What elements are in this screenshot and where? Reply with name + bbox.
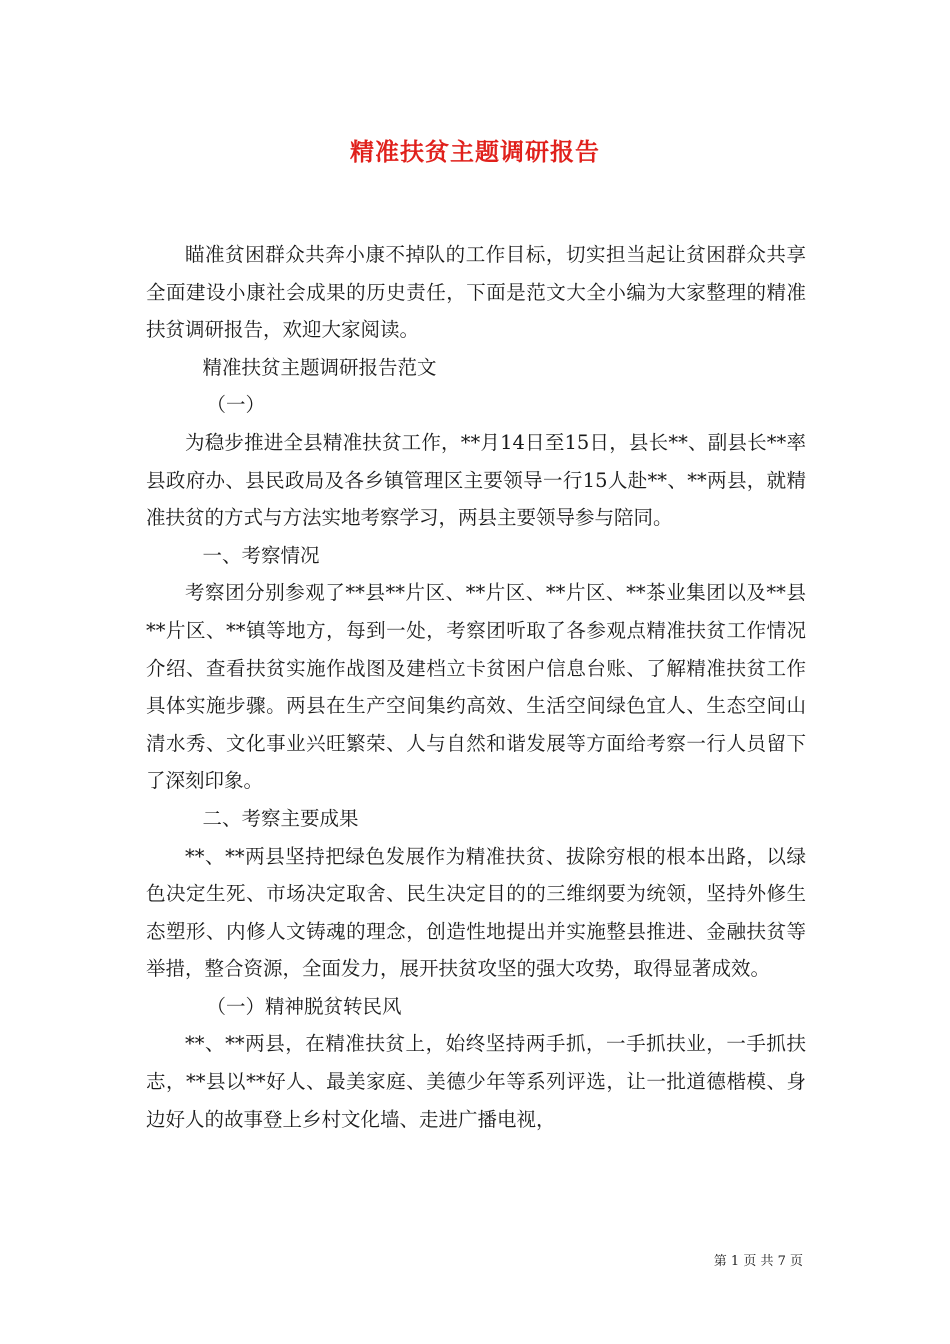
- section-heading: 二、考察主要成果: [202, 806, 359, 830]
- section-heading: 精准扶贫主题调研报告范文: [202, 355, 437, 379]
- section-subheading: （一）: [206, 393, 265, 417]
- paragraph: **、**两县坚持把绿色发展作为精准扶贫、拔除穷根的根本出路，以绿色决定生死、市场决定取舍、民生决定目的的三维纲要为统领，坚持外修生态塑形、内修人文铸魂的理念，创造性地提出并实施整县推进、金融扶贫等举措，整合资源，全面发力，展开扶贫攻坚的强大攻势，取得显著成效。: [146, 844, 806, 981]
- paragraph: 瞄准贫困群众共奔小康不掉队的工作目标，切实担当起让贫困群众共享全面建设小康社会成果的历史责任，下面是范文大全小编为大家整理的精准扶贫调研报告，欢迎大家阅读。: [146, 243, 806, 342]
- section-subheading: （一）精神脱贫转民风: [206, 994, 402, 1018]
- document-title: 精准扶贫主题调研报告: [350, 137, 600, 166]
- paragraph: 考察团分别参观了**县**片区、**片区、**片区、**茶业集团以及**县**片区、**镇等地方，每到一处，考察团听取了各参观点精准扶贫工作情况介绍、查看扶贫实施作战图及建档立卡贫困户信息台账、了解精准扶贫工作具体实施步骤。两县在生产空间集约高效、生活空间绿色宜人、生态空间山清水秀、文化事业兴旺繁荣、人与自然和谐发展等方面给考察一行人员留下了深刻印象。: [146, 581, 806, 793]
- document-body: [146, 236, 806, 1138]
- page-number-footer: 第 1 页 共 7 页: [713, 1254, 803, 1269]
- paragraph: 为稳步推进全县精准扶贫工作，**月14日至15日，县长**、副县长**率县政府办、县民政局及各乡镇管理区主要领导一行15人赴**、**两县，就精准扶贫的方式与方法实地考察学习，两县主要领导参与陪同。: [146, 430, 806, 530]
- section-heading: 一、考察情况: [202, 543, 320, 567]
- paragraph: **、**两县，在精准扶贫上，始终坚持两手抓，一手抓扶业，一手抓扶志，**县以**好人、最美家庭、美德少年等系列评选，让一批道德楷模、身边好人的故事登上乡村文化墙、走进广播电视，: [146, 1032, 806, 1131]
